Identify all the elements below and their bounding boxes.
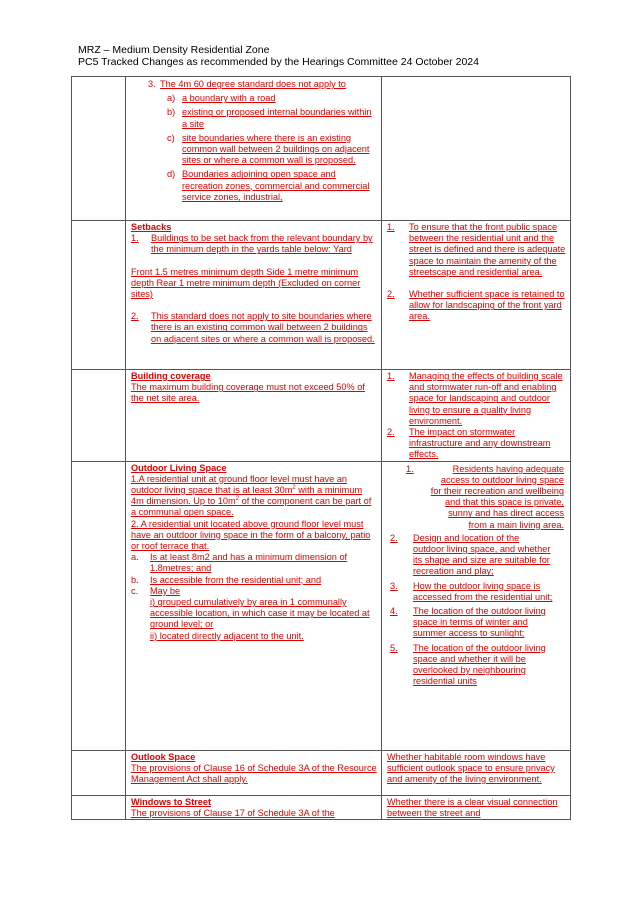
header-change-note: PC5 Tracked Changes as recommended by the Hearings Committee 24 October 2024: [78, 56, 479, 68]
section-text: Whether there is a clear visual connection between the street and: [387, 796, 558, 818]
section-title: Windows to Street: [131, 796, 212, 807]
list-item: 2. The impact on stormwater infrastructure and any downstream effects.: [387, 427, 551, 460]
section-title: Building coverage: [131, 371, 211, 381]
section-text: The provisions of Clause 16 of Schedule 3A of the Resource Management Act shall apply.: [131, 762, 377, 785]
list-item: a. Is at least 8m2 and has a minimum dimension of 1.8metres; and: [131, 552, 348, 574]
section-text: 1.A residential unit at ground floor level must have an outdoor living space that is at least $30m^2$ with a minimum 4m dimension. Up to $10m^2$ of the component can be part of a communal open space.: [131, 473, 372, 518]
section-text: 2. A residential unit located above ground floor level must have an outdoor living space in the form of a balcony, patio or roof terrace that.: [131, 518, 371, 552]
standard-cell: [126, 795, 382, 819]
list-item: 3. How the outdoor living space is accessed from the residential unit;: [390, 580, 553, 602]
standard-cell: [126, 750, 382, 795]
blank-cell: [72, 461, 126, 750]
section-title: Setbacks: [131, 222, 172, 232]
blank-cell: [72, 370, 126, 462]
list-item: b) existing or proposed internal boundaries within a site: [167, 107, 372, 129]
list-item: a) a boundary with a road: [167, 93, 276, 104]
matters-cell: [382, 795, 571, 819]
section-title: Outlook Space: [131, 751, 196, 762]
list-item: 4. The location of the outdoor living space in terms of winter and summer access to sunlight;: [390, 606, 546, 639]
standard-cell: [126, 221, 382, 370]
matters-cell: [382, 750, 571, 795]
list-item: 2. Design and location of the outdoor living space, and whether its shape and size are suitable for recreation and play;: [390, 532, 551, 577]
blank-cell: [72, 77, 126, 221]
list-item: d) Boundaries adjoining open space and recreation zones, commercial and commercial service zones, industrial,: [167, 169, 370, 202]
blank-cell: [72, 795, 126, 819]
section-text: Whether habitable room windows have sufficient outlook space to ensure privacy and amenity of the living environment.: [387, 751, 555, 785]
list-item: 1. Buildings to be set back from the relevant boundary by the minimum depth in the yards table below: Yard: [131, 233, 373, 255]
list-item: 2. This standard does not apply to site boundaries where there is an existing common wall between 2 buildings on adjacent sites or where a common wall is proposed.: [131, 311, 375, 344]
matters-cell: [382, 221, 571, 370]
list-item: 1. Residents having adequate access to outdoor living space for their recreation and wellbeing and that this space is private, sunny and has direct access from a main living area.: [406, 463, 564, 530]
table-row: [72, 750, 571, 795]
header-zone-title: MRZ – Medium Density Residential Zone: [78, 44, 270, 56]
sub-item: i) grouped cumulatively by area in 1 communally accessible location, in which case it may be located at ground level; or: [150, 597, 370, 630]
standard-cell: [126, 461, 382, 750]
list-item: 1. Managing the effects of building scale and stormwater run-off and enabling space for landscaping and outdoor living to ensure a quality living environment.: [387, 371, 563, 426]
list-item: 3. The 4m 60 degree standard does not apply to: [148, 79, 346, 89]
list-item: c) site boundaries where there is an existing common wall between 2 buildings on adjacent sites or where a common wall is proposed.: [167, 132, 370, 166]
table-row: [72, 221, 571, 370]
standard-cell: [126, 77, 382, 221]
list-item: 5. The location of the outdoor living space and whether it will be overlooked by neighbouring residential units: [390, 642, 546, 687]
blank-cell: [382, 77, 571, 221]
matters-cell: [382, 370, 571, 462]
blank-cell: [72, 750, 126, 795]
table-row: [72, 370, 571, 462]
table-row: [72, 795, 571, 819]
table-row: [72, 461, 571, 750]
blank-cell: [72, 221, 126, 370]
standard-cell: [126, 370, 382, 462]
section-text: The provisions of Clause 17 of Schedule 3A of the: [131, 807, 335, 818]
yards-text: Front 1.5 metres minimum depth Side 1 metre minimum depth Rear 1 metre minimum depth (Excluded on corner sites): [131, 266, 361, 300]
section-title: Outdoor Living Space: [131, 462, 227, 473]
sub-item: ii) located directly adjacent to the unit.: [150, 630, 304, 641]
list-item: 1. To ensure that the front public space between the residential unit and the street is defined and there is adequate space to maintain the amenity of the streetscape and residential area.: [387, 222, 566, 277]
standards-table: [71, 76, 571, 820]
list-item: c. May be: [131, 585, 181, 596]
list-item: 2. Whether sufficient space is retained to allow for landscaping of the front yard area.: [387, 289, 565, 322]
matters-cell: [382, 461, 571, 750]
table-row: [72, 77, 571, 221]
page-header: [78, 44, 479, 68]
list-item: b. Is accessible from the residential unit; and: [131, 574, 322, 585]
section-text: The maximum building coverage must not exceed 50% of the net site area.: [131, 382, 365, 404]
